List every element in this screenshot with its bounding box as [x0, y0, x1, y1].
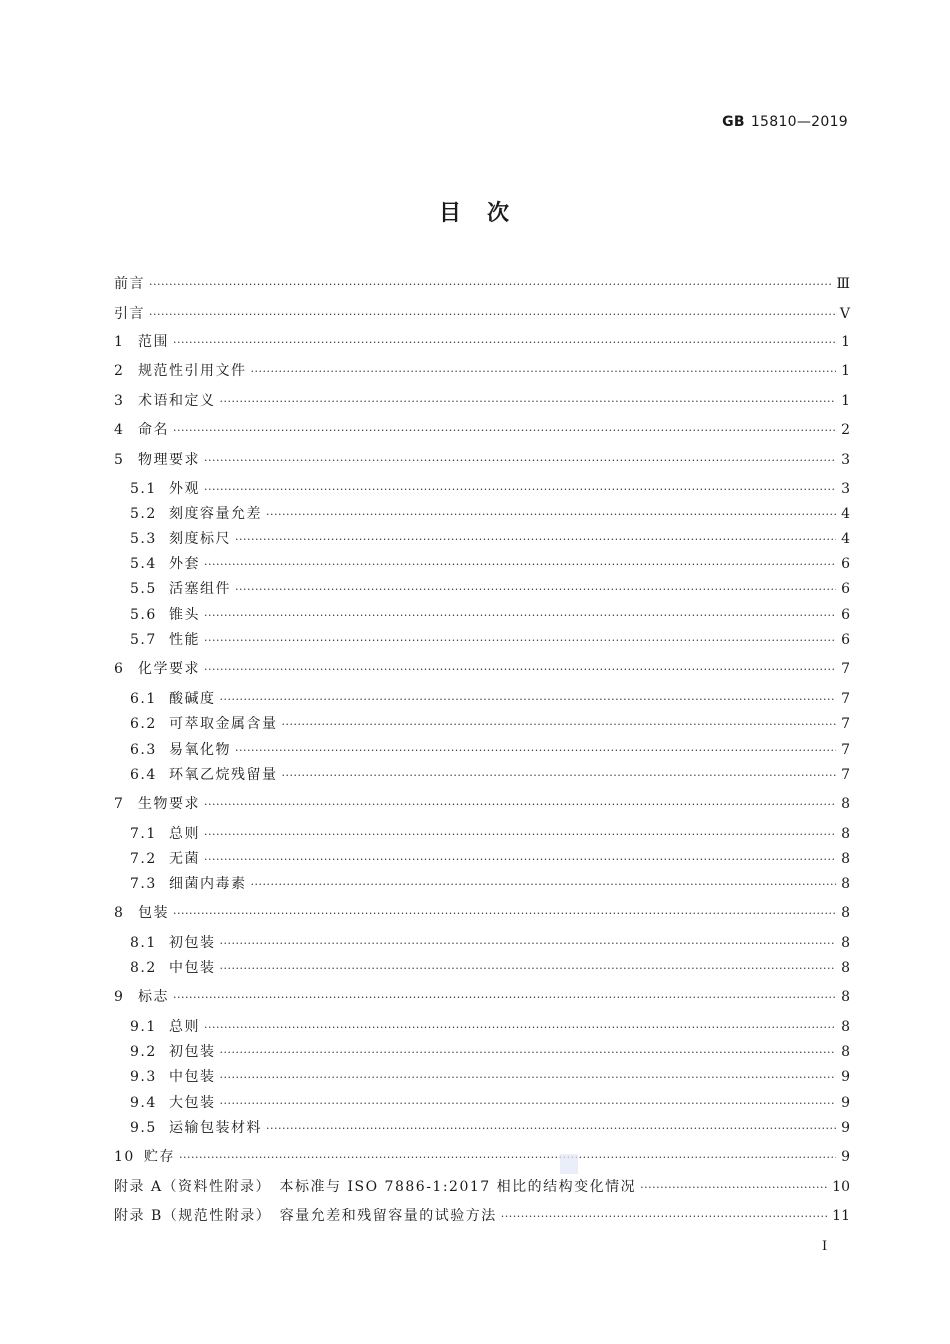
toc-entry-title: 大包装 — [169, 1095, 216, 1111]
toc-entry-number: 8.1 — [130, 935, 157, 951]
toc-entry-page: 7 — [841, 661, 850, 677]
toc-leader-dots — [220, 1097, 837, 1110]
page-title: 目 次 — [438, 201, 511, 226]
toc-entry-number: 6 — [114, 661, 125, 677]
toc-leader-dots — [220, 1071, 837, 1084]
toc-entry-title: 命名 — [138, 422, 169, 438]
standard-code — [722, 114, 848, 130]
toc-entry-page: 8 — [841, 989, 850, 1005]
toc-entry-number: 6.3 — [130, 742, 157, 758]
toc-entry-number: 5.3 — [130, 531, 157, 547]
toc-entry-title: 前言 — [114, 276, 145, 292]
toc-leader-dots — [204, 483, 836, 496]
toc-entry-page: 8 — [841, 960, 850, 976]
toc-leader-dots — [204, 798, 836, 811]
toc-entry[interactable] — [114, 658, 850, 678]
toc-entry-title: 术语和定义 — [138, 393, 216, 409]
toc-entry[interactable] — [114, 419, 850, 439]
toc-entry-title: 无菌 — [169, 851, 200, 867]
toc-entry[interactable] — [114, 331, 850, 351]
toc-entry-number: 5.6 — [130, 607, 157, 623]
toc-entry-number: 5.4 — [130, 556, 157, 572]
toc-entry-page: 6 — [841, 607, 850, 623]
toc-entry-page: 8 — [841, 876, 850, 892]
toc-entry-title: 包装 — [138, 905, 169, 921]
toc-entry[interactable] — [130, 764, 850, 784]
toc-entry-number: 6.1 — [130, 691, 157, 707]
toc-leader-dots — [235, 744, 836, 757]
toc-entry-page: 9 — [841, 1120, 850, 1136]
toc-entry-title: 环氧乙烷残留量 — [169, 767, 278, 783]
toc-entry-number: 7.3 — [130, 876, 157, 892]
toc-entry[interactable] — [114, 793, 850, 813]
toc-entry-title: 标志 — [138, 989, 169, 1005]
toc-entry-title: 范围 — [138, 334, 169, 350]
toc-entry-page: 7 — [841, 767, 850, 783]
toc-entry[interactable] — [114, 1146, 850, 1166]
toc-entry-page: 7 — [841, 716, 850, 732]
toc-entry-number: 6.2 — [130, 716, 157, 732]
standard-prefix: GB — [722, 114, 745, 130]
toc-entry-page: 1 — [841, 393, 850, 409]
toc-leader-dots — [251, 878, 837, 891]
toc-entry[interactable] — [114, 273, 850, 293]
toc-entry-title: 附录 A（资料性附录） 本标准与 ISO 7886-1:2017 相比的结构变化情况 — [114, 1179, 637, 1195]
toc-entry[interactable] — [114, 902, 850, 922]
toc-entry-title: 附录 B（规范性附录） 容量允差和残留容量的试验方法 — [114, 1208, 497, 1224]
toc-entry-page: Ⅲ — [836, 276, 850, 292]
toc-entry-number: 5.2 — [130, 506, 157, 522]
toc-entry-title: 性能 — [169, 632, 200, 648]
toc-entry-title: 外观 — [169, 481, 200, 497]
toc-entry-number: 8.2 — [130, 960, 157, 976]
toc-entry[interactable] — [114, 360, 850, 380]
toc-leader-dots — [282, 769, 837, 782]
toc-entry-title: 刻度标尺 — [169, 531, 231, 547]
toc-entry-page: 3 — [841, 481, 850, 497]
toc-entry-page: 2 — [841, 422, 850, 438]
toc-entry-number: 1 — [114, 334, 125, 350]
toc-entry-title: 中包装 — [169, 960, 216, 976]
toc-leader-dots — [204, 1021, 836, 1034]
toc-entry[interactable] — [130, 713, 850, 733]
toc-leader-dots — [235, 583, 836, 596]
toc-entry-title: 贮存 — [144, 1149, 175, 1165]
toc-entry-number: 10 — [114, 1149, 135, 1165]
toc-entry[interactable] — [130, 528, 850, 548]
toc-entry-number: 9.1 — [130, 1019, 157, 1035]
toc-leader-dots — [220, 693, 837, 706]
toc-entry[interactable] — [130, 503, 850, 523]
toc-entry-page: 10 — [832, 1179, 850, 1195]
toc-entry-number: 4 — [114, 422, 125, 438]
toc-entry-number: 3 — [114, 393, 125, 409]
toc-leader-dots — [173, 336, 836, 349]
toc-leader-dots — [173, 991, 836, 1004]
toc-entry[interactable] — [114, 986, 850, 1006]
toc-entry-page: 1 — [841, 334, 850, 350]
toc-entry-number: 9 — [114, 989, 125, 1005]
page-folio: Ⅰ — [822, 1239, 828, 1254]
toc-entry[interactable] — [114, 390, 850, 410]
toc-entry-page: 8 — [841, 826, 850, 842]
toc-entry-page: 1 — [841, 363, 850, 379]
toc-leader-dots — [204, 454, 836, 467]
toc-leader-dots — [149, 308, 836, 321]
toc-entry[interactable] — [130, 1066, 850, 1086]
toc-entry-number: 5.7 — [130, 632, 157, 648]
toc-entry[interactable] — [130, 553, 850, 573]
toc-leader-dots — [282, 718, 837, 731]
toc-entry-title: 易氧化物 — [169, 742, 231, 758]
toc-entry-number: 5.1 — [130, 481, 157, 497]
toc-entry-title: 运输包装材料 — [169, 1120, 262, 1136]
toc-entry-page: 7 — [841, 742, 850, 758]
toc-entry-page: 11 — [832, 1208, 850, 1224]
scan-mark — [560, 1154, 578, 1174]
toc-leader-dots — [235, 533, 836, 546]
toc-entry[interactable] — [130, 1117, 850, 1137]
toc-leader-dots — [204, 853, 836, 866]
toc-entry-page: 6 — [841, 632, 850, 648]
toc-leader-dots — [173, 907, 836, 920]
toc-entry-title: 活塞组件 — [169, 581, 231, 597]
toc-entry-number: 7 — [114, 796, 125, 812]
toc-entry-title: 生物要求 — [138, 796, 200, 812]
toc-entry-page: 4 — [841, 531, 850, 547]
toc-leader-dots — [220, 395, 837, 408]
toc-entry-title: 中包装 — [169, 1069, 216, 1085]
standard-number: 15810—2019 — [750, 114, 848, 130]
toc-leader-dots — [220, 1046, 837, 1059]
toc-entry-page: 8 — [841, 1019, 850, 1035]
toc-entry-number: 6.4 — [130, 767, 157, 783]
toc-entry-title: 化学要求 — [138, 661, 200, 677]
toc-leader-dots — [204, 634, 836, 647]
toc-entry-number: 8 — [114, 905, 125, 921]
toc-entry-page: 8 — [841, 935, 850, 951]
toc-entry[interactable] — [130, 688, 850, 708]
toc-entry-page: 8 — [841, 796, 850, 812]
toc-entry[interactable] — [130, 957, 850, 977]
toc-entry[interactable] — [130, 1092, 850, 1112]
toc-entry[interactable] — [130, 739, 850, 759]
toc-entry-number: 5 — [114, 452, 125, 468]
toc-entry-title: 总则 — [169, 1019, 200, 1035]
toc-entry[interactable] — [130, 1016, 850, 1036]
toc-leader-dots — [266, 1122, 836, 1135]
toc-leader-dots — [204, 558, 836, 571]
toc-entry-title: 物理要求 — [138, 452, 200, 468]
toc-entry-number: 9.2 — [130, 1044, 157, 1060]
toc-entry[interactable] — [130, 1041, 850, 1061]
toc-entry-number: 7.2 — [130, 851, 157, 867]
toc-entry[interactable] — [130, 604, 850, 624]
toc-entry-page: 9 — [841, 1069, 850, 1085]
toc-entry[interactable] — [114, 303, 850, 323]
toc-leader-dots — [173, 424, 836, 437]
toc-leader-dots — [204, 828, 836, 841]
toc-entry-title: 可萃取金属含量 — [169, 716, 278, 732]
toc-leader-dots — [501, 1210, 828, 1223]
toc-leader-dots — [266, 508, 836, 521]
toc-entry-title: 锥头 — [169, 607, 200, 623]
toc-entry-page: Ⅴ — [839, 306, 850, 322]
toc-entry-page: 6 — [841, 556, 850, 572]
toc-entry-title: 初包装 — [169, 935, 216, 951]
toc-entry[interactable] — [130, 823, 850, 843]
toc-leader-dots — [640, 1181, 828, 1194]
toc-entry-page: 3 — [841, 452, 850, 468]
toc-entry[interactable] — [114, 449, 850, 469]
toc-entry[interactable] — [130, 578, 850, 598]
toc-entry-title: 酸碱度 — [169, 691, 216, 707]
toc-entry-number: 2 — [114, 363, 125, 379]
toc-entry-page: 4 — [841, 506, 850, 522]
toc-entry[interactable] — [130, 873, 850, 893]
toc-entry-number: 9.4 — [130, 1095, 157, 1111]
toc-leader-dots — [220, 937, 837, 950]
toc-entry-page: 7 — [841, 691, 850, 707]
toc-leader-dots — [204, 663, 836, 676]
toc-entry[interactable] — [114, 1176, 850, 1196]
toc-entry-page: 6 — [841, 581, 850, 597]
toc-entry-title: 细菌内毒素 — [169, 876, 247, 892]
toc-leader-dots — [251, 365, 837, 378]
toc-entry-title: 引言 — [114, 306, 145, 322]
toc-entry-title: 规范性引用文件 — [138, 363, 247, 379]
toc-entry-page: 8 — [841, 1044, 850, 1060]
toc-entry[interactable] — [130, 478, 850, 498]
toc-leader-dots — [179, 1151, 836, 1164]
toc-entry-number: 7.1 — [130, 826, 157, 842]
toc-entry[interactable] — [130, 848, 850, 868]
toc-entry-number: 5.5 — [130, 581, 157, 597]
toc-entry-title: 外套 — [169, 556, 200, 572]
toc-entry-number: 9.3 — [130, 1069, 157, 1085]
toc-leader-dots — [149, 278, 832, 291]
toc-entry[interactable] — [130, 932, 850, 952]
toc-entry[interactable] — [114, 1205, 850, 1225]
toc-entry-title: 刻度容量允差 — [169, 506, 262, 522]
toc-entry-page: 8 — [841, 905, 850, 921]
toc-entry-title: 总则 — [169, 826, 200, 842]
toc-leader-dots — [220, 962, 837, 975]
toc-leader-dots — [204, 609, 836, 622]
toc-entry-number: 9.5 — [130, 1120, 157, 1136]
toc-entry-page: 8 — [841, 851, 850, 867]
toc-entry-page: 9 — [841, 1095, 850, 1111]
toc-entry-page: 9 — [841, 1149, 850, 1165]
toc-entry[interactable] — [130, 629, 850, 649]
toc-entry-title: 初包装 — [169, 1044, 216, 1060]
